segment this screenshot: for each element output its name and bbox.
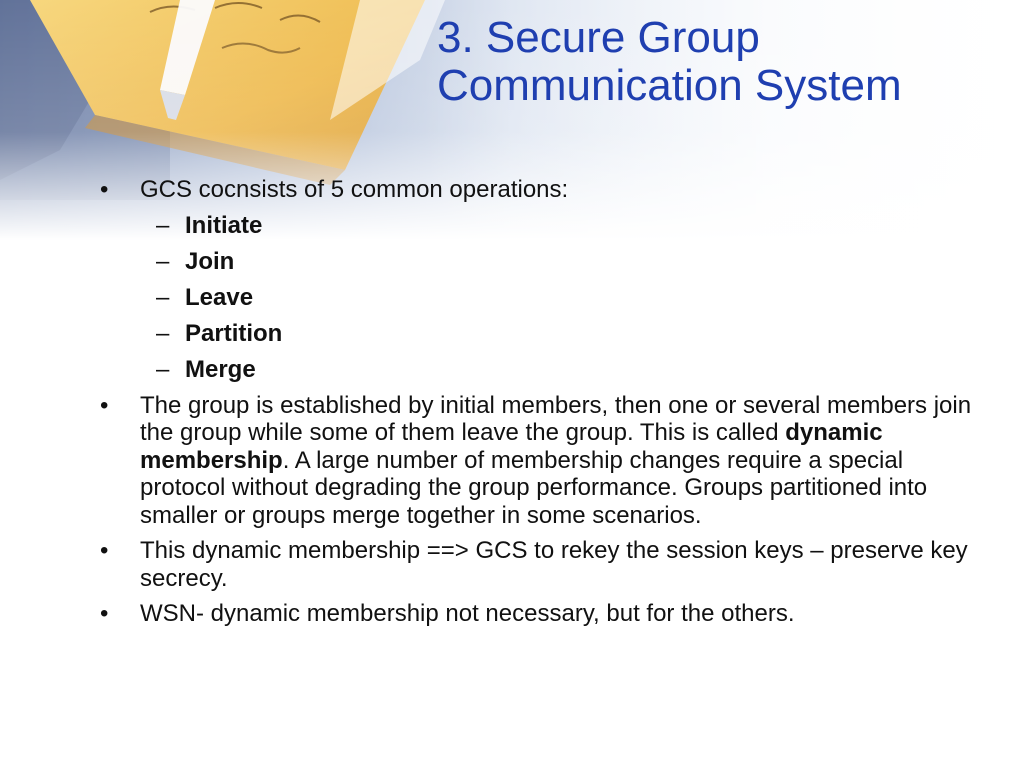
dash-marker: – bbox=[156, 211, 170, 239]
sub-item-text: Leave bbox=[185, 283, 254, 311]
sub-item-join bbox=[100, 248, 980, 276]
dash-marker: – bbox=[156, 319, 170, 347]
sub-item-text: Partition bbox=[185, 319, 283, 347]
dash-marker: – bbox=[156, 247, 170, 275]
bullet-marker: • bbox=[100, 391, 109, 419]
sub-item-text: Initiate bbox=[185, 211, 263, 239]
bullet-text: This dynamic membership ==> GCS to rekey the session keys – preserve key secrecy. bbox=[140, 537, 968, 592]
sub-item-initiate bbox=[100, 212, 980, 240]
bullet-text: WSN- dynamic membership not necessary, but for the others. bbox=[140, 600, 795, 627]
bullet-rekey bbox=[100, 537, 980, 592]
bullet-wsn bbox=[100, 600, 980, 628]
bullet-marker: • bbox=[100, 176, 109, 203]
bullet-text-after: . A large number of membership changes require a special protocol without degrading the group performance. Groups partitioned into smaller or groups merge together in some scenarios. bbox=[140, 446, 928, 529]
sub-item-merge bbox=[100, 356, 980, 384]
bullet-text: GCS cocnsists of 5 common operations: bbox=[140, 176, 569, 203]
title-line-2: Communication System bbox=[437, 61, 902, 110]
title-line-1: 3. Secure Group bbox=[437, 13, 760, 62]
bullet-operations bbox=[100, 176, 980, 204]
sub-item-text: Join bbox=[185, 247, 235, 275]
sub-item-leave bbox=[100, 284, 980, 312]
bullet-bold-term: dynamic membership bbox=[140, 419, 883, 474]
bullet-marker: • bbox=[100, 600, 109, 627]
sub-item-partition bbox=[100, 320, 980, 348]
bullet-dynamic-membership bbox=[100, 392, 980, 530]
dash-marker: – bbox=[156, 283, 170, 311]
dash-marker: – bbox=[156, 355, 170, 383]
sub-item-text: Merge bbox=[185, 355, 256, 383]
slide-content bbox=[100, 176, 980, 636]
slide-title bbox=[437, 14, 1017, 110]
bullet-text-before: The group is established by initial members, then one or several members join the group while some of them leave the group. This is called bbox=[140, 391, 972, 446]
bullet-marker: • bbox=[100, 537, 109, 564]
